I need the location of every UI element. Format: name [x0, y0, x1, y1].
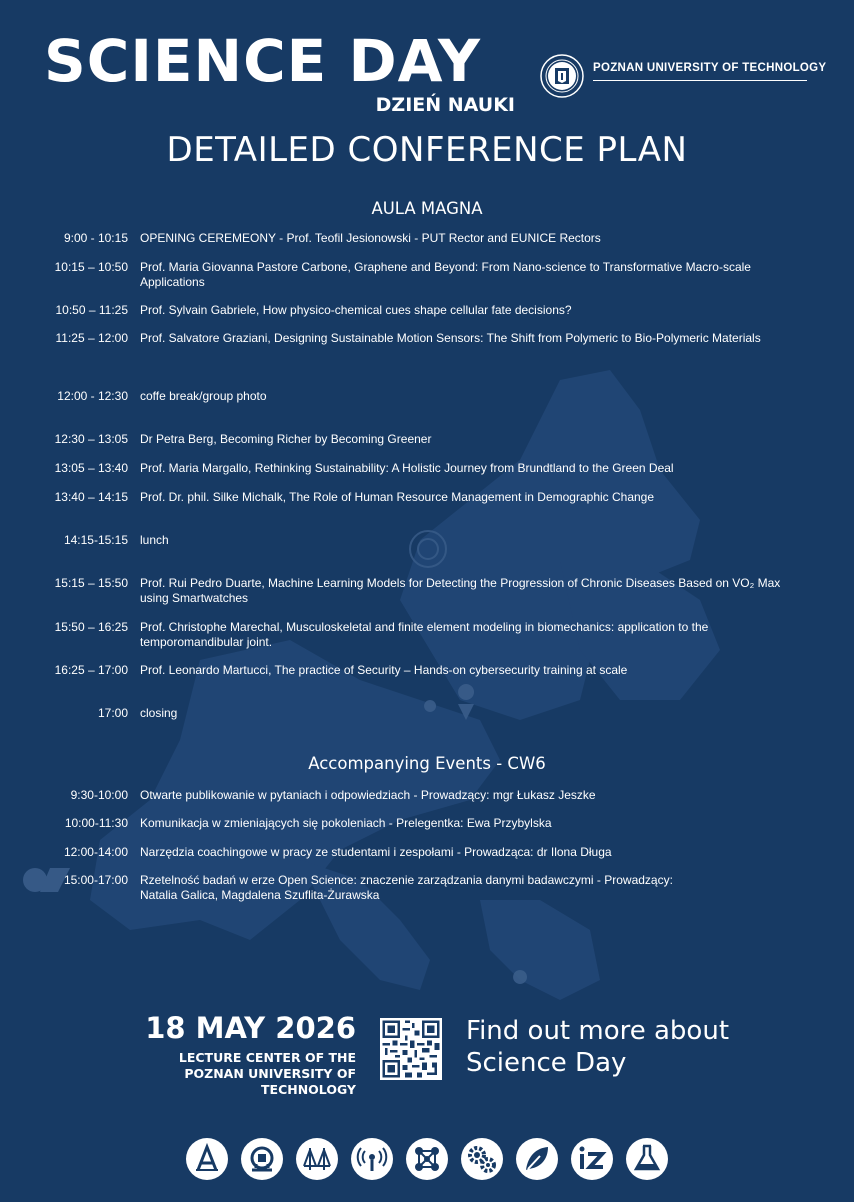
schedule-time: 12:30 – 13:05: [54, 432, 128, 446]
schedule-description: Prof. Leonardo Martucci, The practice of Security – Hands-on cybersecurity training at scale: [140, 663, 628, 677]
leaf-icon: [516, 1138, 558, 1180]
iz-icon: [571, 1138, 613, 1180]
event-time: 12:00-14:00: [63, 845, 128, 859]
schedule-time: 10:15 – 10:50: [54, 260, 128, 274]
event-description: Narzędzia coachingowe w pracy ze studentami i zespołami - Prowadząca: dr Ilona Długa: [140, 845, 612, 859]
event-title: SCIENCE DAY: [44, 27, 481, 95]
schedule-description: lunch: [140, 533, 169, 547]
radio-wave-icon: [351, 1138, 393, 1180]
schedule-time: 12:00 - 12:30: [57, 389, 128, 403]
university-name: POZNAN UNIVERSITY OF TECHNOLOGY: [593, 62, 807, 81]
civil-bridge-icon: [296, 1138, 338, 1180]
schedule-description: Prof. Sylvain Gabriele, How physico-chemical cues shape cellular fate decisions?: [140, 303, 572, 317]
event-description: Rzetelność badań w erze Open Science: znaczenie zarządzania danymi badawczymi - Prowadzący: Natalia Galica, Magdalena Szuflita-Żurawska: [140, 873, 673, 902]
plan-title: DETAILED CONFERENCE PLAN: [166, 130, 688, 170]
network-icon: [406, 1138, 448, 1180]
architecture-icon: [186, 1138, 228, 1180]
schedule-time: 16:25 – 17:00: [54, 663, 128, 677]
schedule-description: coffe break/group photo: [140, 389, 267, 403]
section-heading-accompanying: Accompanying Events - CW6: [308, 754, 546, 773]
schedule-time: 13:40 – 14:15: [54, 490, 128, 504]
find-out-more-text: Find out more about Science Day: [466, 1016, 730, 1078]
schedule-description: Dr Petra Berg, Becoming Richer by Becoming Greener: [140, 432, 432, 446]
schedule-description: OPENING CEREMEONY - Prof. Teofil Jesionowski - PUT Rector and EUNICE Rectors: [140, 231, 601, 245]
event-time: 15:00-17:00: [63, 873, 128, 887]
schedule-description: Prof. Maria Margallo, Rethinking Sustainability: A Holistic Journey from Brundtland to the Green Deal: [140, 461, 674, 475]
schedule-time: 13:05 – 13:40: [54, 461, 128, 475]
schedule-time: 17:00: [97, 706, 128, 720]
event-time: 10:00-11:30: [64, 816, 128, 830]
schedule-description: closing: [140, 706, 178, 720]
gears-icon: [461, 1138, 503, 1180]
schedule-time: 15:15 – 15:50: [54, 576, 128, 590]
university-seal-icon: [540, 54, 584, 98]
event-time: 9:30-10:00: [70, 788, 128, 802]
schedule-time: 10:50 – 11:25: [55, 303, 128, 317]
section-heading-aula-magna: AULA MAGNA: [371, 199, 483, 218]
faculty-icons-row: [0, 1138, 854, 1184]
event-venue: LECTURE CENTER OF THE POZNAN UNIVERSITY OF TECHNOLOGY: [178, 1050, 356, 1097]
event-subtitle: DZIEŃ NAUKI: [375, 94, 515, 116]
schedule-time: 9:00 - 10:15: [63, 231, 128, 245]
schedule-time: 11:25 – 12:00: [55, 331, 128, 345]
event-date: 18 MAY 2026: [145, 1011, 356, 1045]
schedule-description: Prof. Salvatore Graziani, Designing Sustainable Motion Sensors: The Shift from Polymeric to Bio-Polymeric Materials: [140, 331, 761, 345]
event-description: Komunikacja w zmieniających się pokoleniach - Prelegentka: Ewa Przybylska: [140, 816, 552, 830]
schedule-time: 15:50 – 16:25: [54, 620, 128, 634]
schedule-time: 14:15-15:15: [63, 533, 128, 547]
schedule-description: Prof. Maria Giovanna Pastore Carbone, Graphene and Beyond: From Nano-science to Transformative Macro-scale Applications: [140, 260, 751, 289]
schedule-description: Prof. Dr. phil. Silke Michalk, The Role of Human Resource Management in Demographic Change: [140, 490, 655, 504]
flask-icon: [626, 1138, 668, 1180]
qr-code-icon[interactable]: [380, 1018, 442, 1080]
event-description: Otwarte publikowanie w pytaniach i odpowiedziach - Prowadzący: mgr Łukasz Jeszke: [140, 788, 596, 802]
engineering-icon: [241, 1138, 283, 1180]
schedule-description: Prof. Christophe Marechal, Musculoskeletal and finite element modeling in biomechanics: application to the temporomandibular joint.: [140, 620, 709, 649]
schedule-description: Prof. Rui Pedro Duarte, Machine Learning Models for Detecting the Progression of Chronic Diseases Based on VO₂ Max using Smartwatches: [140, 576, 781, 605]
